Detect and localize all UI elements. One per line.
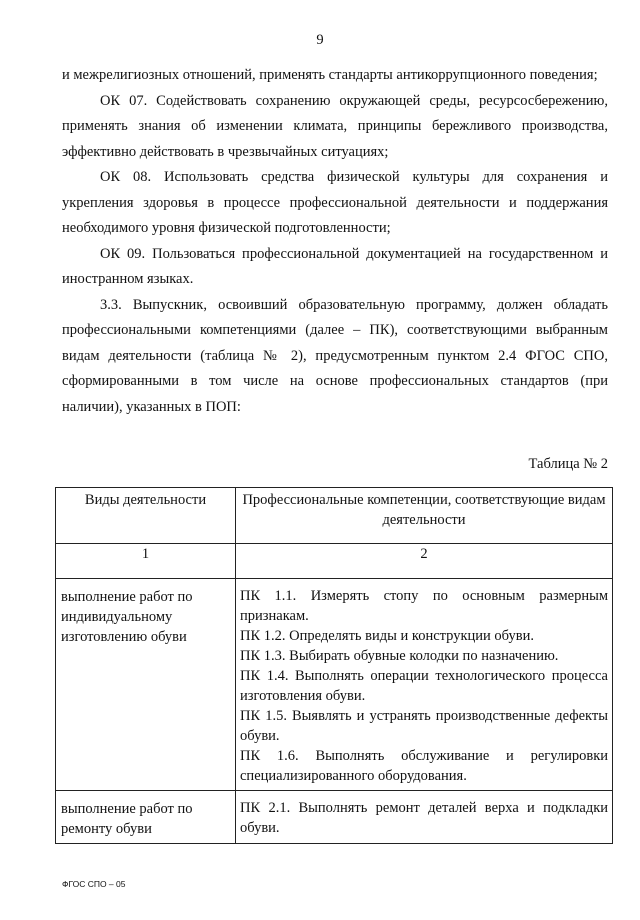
competency-item: ПК 1.5. Выявлять и устранять производственные дефекты обуви.	[240, 708, 608, 744]
column-number-row	[56, 544, 613, 579]
paragraph: ОК 09. Пользоваться профессиональной документацией на государственном и иностранном языках.	[62, 245, 608, 287]
table-caption: Таблица № 2	[528, 456, 608, 472]
table-row	[56, 791, 613, 844]
body-text	[62, 63, 608, 420]
competency-item: ПК 1.4. Выполнять операции технологического процесса изготовления обуви.	[240, 668, 608, 704]
paragraph: 3.3. Выпускник, освоивший образовательную программу, должен обладать профессиональными компетенциями (далее – ПК), соответствующими выбранным видам деятельности (таблица № 2), предусмотренным пунктом 2.4 ФГОС СПО, сформированными в том числе на основе профессиональных стандартов (при наличии), указанных в ПОП:	[62, 296, 608, 415]
competency-item: ПК 1.2. Определять виды и конструкции обуви.	[240, 628, 534, 644]
competency-item: ПК 2.1. Выполнять ремонт деталей верха и подкладки обуви.	[240, 800, 608, 836]
column-number: 1	[56, 544, 236, 579]
competency-item: ПК 1.1. Измерять стопу по основным размерным признакам.	[240, 588, 608, 624]
table-row	[56, 579, 613, 791]
column-header-activity: Виды деятельности	[56, 488, 236, 544]
activity-cell: выполнение работ по ремонту обуви	[56, 791, 236, 844]
column-number: 2	[236, 544, 613, 579]
page-number: 9	[316, 32, 324, 48]
column-header-competencies: Профессиональные компетенции, соответствующие видам деятельности	[236, 488, 613, 544]
document-code-footer: ФГОС СПО – 05	[62, 879, 126, 889]
competencies-table	[55, 487, 613, 844]
competency-item: ПК 1.6. Выполнять обслуживание и регулировки специализированного оборудования.	[240, 748, 608, 784]
paragraph: ОК 08. Использовать средства физической культуры для сохранения и укрепления здоровья в процессе профессиональной деятельности и поддержания необходимого уровня физической подготовленности;	[62, 169, 608, 236]
competency-item: ПК 1.3. Выбирать обувные колодки по назначению.	[240, 648, 559, 664]
table-header-row	[56, 488, 613, 544]
competencies-cell	[236, 579, 613, 791]
activity-cell: выполнение работ по индивидуальному изготовлению обуви	[56, 579, 236, 791]
paragraph: и межрелигиозных отношений, применять стандарты антикоррупционного поведения;	[62, 67, 598, 83]
competencies-cell	[236, 791, 613, 844]
paragraph: ОК 07. Содействовать сохранению окружающей среды, ресурсосбережению, применять знания об изменении климата, принципы бережливого производства, эффективно действовать в чрезвычайных ситуациях;	[62, 92, 608, 160]
